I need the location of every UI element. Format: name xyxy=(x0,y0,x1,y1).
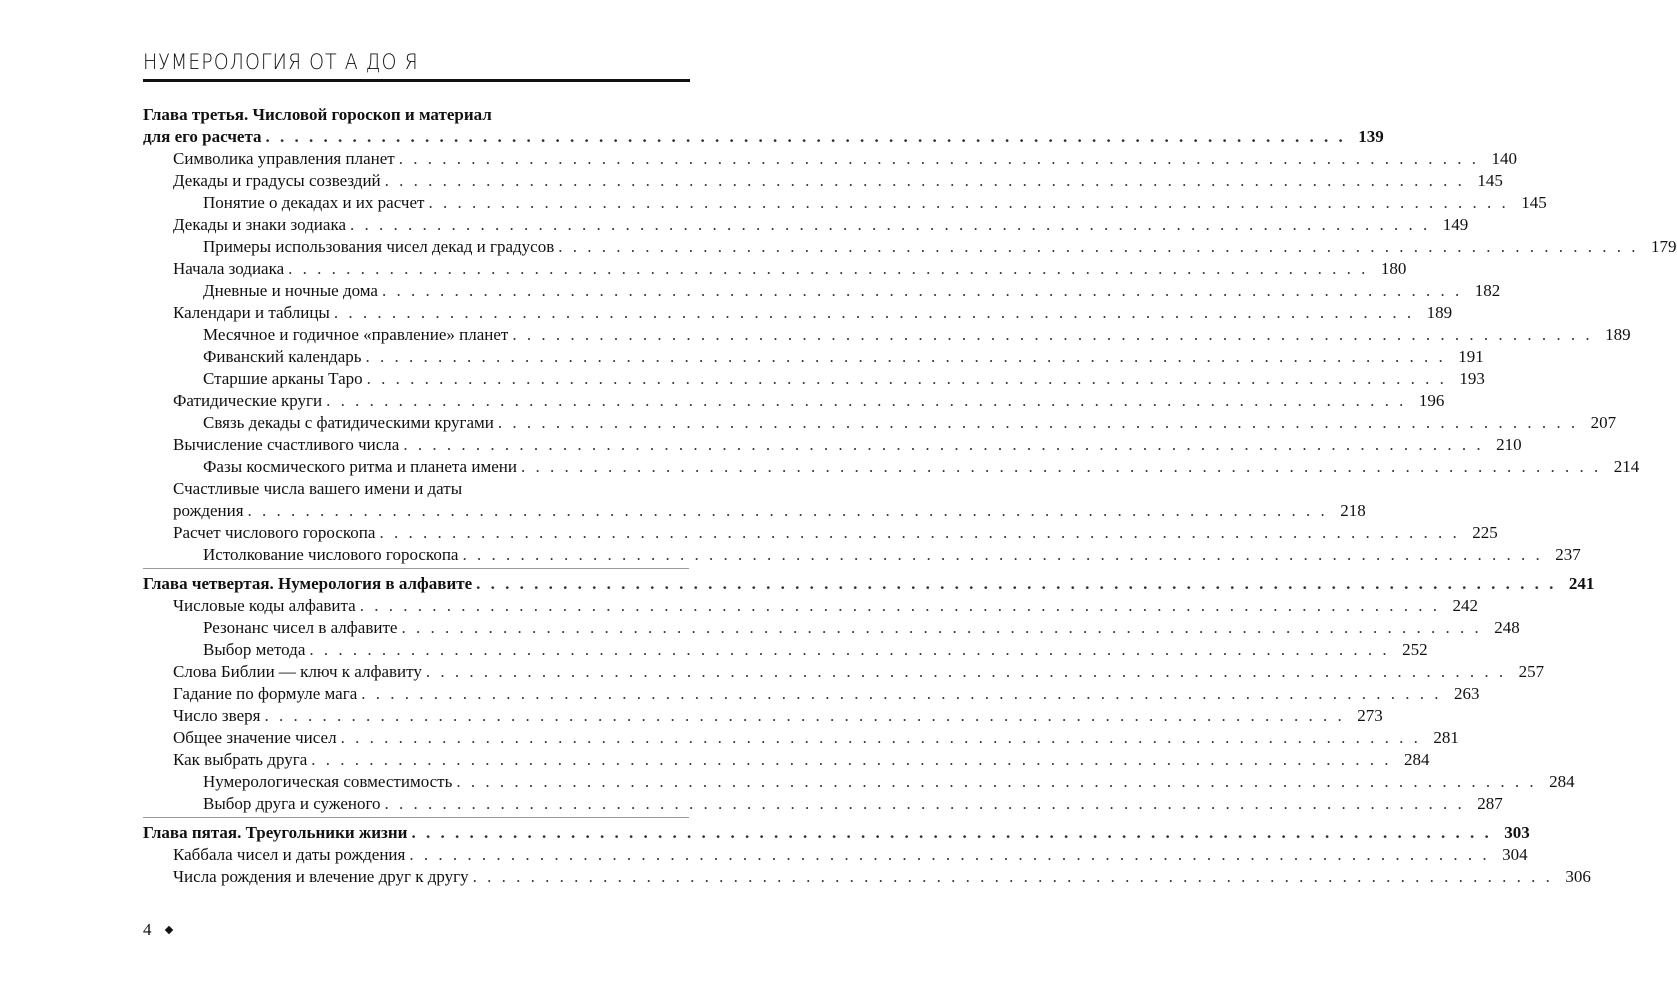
toc-entry-title: Символика управления планет xyxy=(173,149,395,168)
toc-entry-page: 214 xyxy=(1613,457,1640,476)
toc-entry xyxy=(143,170,1503,192)
toc-entry-title: Расчет числового гороскопа xyxy=(173,523,376,542)
dot-leader xyxy=(361,683,1441,705)
toc-entry xyxy=(143,390,1445,412)
toc-entry-title: Месячное и годичное «правление» планет xyxy=(203,325,509,344)
toc-entry xyxy=(143,368,1485,390)
dot-leader xyxy=(309,639,1389,661)
toc-entry-page: 248 xyxy=(1494,618,1520,637)
toc-entry xyxy=(143,793,1503,815)
dot-leader xyxy=(403,434,1483,456)
toc-entry xyxy=(143,639,1428,661)
chapter-heading xyxy=(143,126,1384,148)
toc-entry-title: Глава третья. Числовой гороскоп и материал xyxy=(143,105,492,124)
toc-entry-page: 207 xyxy=(1590,413,1617,432)
toc-entry-title: Старшие арканы Таро xyxy=(203,369,363,388)
toc-entry xyxy=(143,324,1631,346)
dot-leader xyxy=(248,500,1328,522)
toc-entry xyxy=(143,302,1453,324)
header-rule xyxy=(143,79,690,82)
toc-entry-page: 225 xyxy=(1472,523,1498,542)
chapter-heading xyxy=(143,822,1530,844)
toc-entry xyxy=(143,771,1575,793)
toc-entry-title: Числовые коды алфавита xyxy=(173,596,356,615)
toc-entry xyxy=(143,661,1545,683)
toc-entry xyxy=(143,844,1528,866)
toc-entry xyxy=(143,544,1581,566)
dot-leader xyxy=(512,324,1592,346)
toc-entry-title: Фиванский календарь xyxy=(203,347,362,366)
toc-entry-title: Выбор метода xyxy=(203,640,306,659)
toc-entry-page: 196 xyxy=(1418,391,1445,410)
toc-entry-page: 180 xyxy=(1380,259,1407,278)
toc-entry-page: 242 xyxy=(1452,596,1478,615)
chapter-block xyxy=(143,573,1595,818)
dot-leader xyxy=(558,236,1638,258)
toc-entry-title: Вычисление счастливого числа xyxy=(173,435,400,454)
toc-entry-title: Глава четвертая. Нумерология в алфавите xyxy=(143,574,473,593)
toc-entry-title: для его расчета xyxy=(143,127,262,146)
table-of-contents xyxy=(143,104,1677,894)
toc-entry xyxy=(143,412,1617,434)
dot-leader xyxy=(521,456,1601,478)
toc-entry xyxy=(143,500,1366,522)
dot-leader xyxy=(399,148,1479,170)
toc-entry-page: 257 xyxy=(1518,662,1545,681)
toc-entry xyxy=(143,258,1407,280)
toc-entry-page: 287 xyxy=(1477,794,1503,813)
toc-entry-page: 284 xyxy=(1404,750,1430,769)
toc-entry xyxy=(143,727,1459,749)
dot-leader xyxy=(456,771,1536,793)
dot-leader xyxy=(266,126,1346,148)
toc-entry xyxy=(143,749,1430,771)
toc-entry-page: 191 xyxy=(1458,347,1484,366)
toc-entry xyxy=(143,595,1478,617)
dot-leader xyxy=(409,844,1489,866)
diamond-ornament-icon xyxy=(164,926,172,934)
toc-entry-page: 237 xyxy=(1555,545,1581,564)
toc-entry-title: Связь декады с фатидическими кругами xyxy=(203,413,494,432)
dot-leader xyxy=(326,390,1406,412)
running-header: НУМЕРОЛОГИЯ ОТ А ДО Я xyxy=(143,50,419,75)
toc-entry-page: 182 xyxy=(1474,281,1501,300)
toc-entry-title: Дневные и ночные дома xyxy=(203,281,378,300)
dot-leader xyxy=(334,302,1414,324)
toc-entry xyxy=(143,478,689,500)
toc-entry-title: Декады и знаки зодиака xyxy=(173,215,346,234)
toc-entry-title: Как выбрать друга xyxy=(173,750,308,769)
toc-entry-title: Каббала чисел и даты рождения xyxy=(173,845,406,864)
toc-entry xyxy=(143,280,1501,302)
toc-entry-title: Гадание по формуле мага xyxy=(173,684,358,703)
toc-entry-page: 303 xyxy=(1504,823,1530,842)
toc-entry-page: 145 xyxy=(1521,193,1547,212)
toc-entry-page: 149 xyxy=(1442,215,1469,234)
dot-leader xyxy=(382,280,1462,302)
dot-leader xyxy=(462,544,1542,566)
toc-entry-title: Нумерологическая совместимость xyxy=(203,772,453,791)
toc-entry-title: Глава пятая. Треугольники жизни xyxy=(143,823,408,842)
toc-entry-title: Выбор друга и суженого xyxy=(203,794,381,813)
toc-entry-title: Примеры использования чисел декад и градусов xyxy=(203,237,555,256)
dot-leader xyxy=(350,214,1430,236)
toc-entry-title: Истолкование числового гороскопа xyxy=(203,545,459,564)
toc-entry-title: Слова Библии — ключ к алфавиту xyxy=(173,662,422,681)
dot-leader xyxy=(411,822,1491,844)
toc-entry-page: 218 xyxy=(1340,501,1366,520)
toc-entry-page: 145 xyxy=(1477,171,1503,190)
dot-leader xyxy=(360,595,1440,617)
toc-entry-page: 189 xyxy=(1605,325,1631,344)
toc-entry-page: 304 xyxy=(1502,845,1528,864)
dot-leader xyxy=(288,258,1368,280)
dot-leader xyxy=(476,573,1556,595)
toc-entry-page: 284 xyxy=(1549,772,1575,791)
toc-entry xyxy=(143,346,1484,368)
page-footer xyxy=(143,920,172,940)
toc-entry-page: 263 xyxy=(1454,684,1480,703)
toc-entry-page: 210 xyxy=(1496,435,1522,454)
toc-entry xyxy=(143,236,1677,258)
toc-entry-title: Начала зодиака xyxy=(173,259,285,278)
toc-entry xyxy=(143,456,1640,478)
dot-leader xyxy=(264,705,1344,727)
chapter-block xyxy=(143,822,1591,890)
toc-entry-page: 252 xyxy=(1402,640,1428,659)
toc-entry-title: рождения xyxy=(173,501,244,520)
dot-leader xyxy=(426,661,1506,683)
toc-entry-title: Понятие о декадах и их расчет xyxy=(203,193,425,212)
toc-entry xyxy=(143,148,1517,170)
toc-entry xyxy=(143,522,1498,544)
toc-entry-page: 189 xyxy=(1426,303,1453,322)
toc-entry xyxy=(143,617,1520,639)
dot-leader xyxy=(428,192,1508,214)
toc-entry-title: Числа рождения и влечение друг к другу xyxy=(173,867,469,886)
toc-entry-page: 306 xyxy=(1565,867,1591,886)
toc-entry-page: 140 xyxy=(1491,149,1517,168)
toc-entry xyxy=(143,192,1547,214)
toc-entry xyxy=(143,683,1480,705)
toc-entry-page: 193 xyxy=(1459,369,1485,388)
dot-leader xyxy=(311,749,1391,771)
dot-leader xyxy=(366,346,1446,368)
toc-entry xyxy=(143,705,1383,727)
page-number: 4 xyxy=(143,920,152,939)
chapter-heading xyxy=(143,573,1595,595)
dot-leader xyxy=(341,727,1421,749)
dot-leader xyxy=(379,522,1459,544)
toc-entry-page: 281 xyxy=(1433,728,1459,747)
toc-entry-title: Календари и таблицы xyxy=(173,303,330,322)
toc-entry-page: 273 xyxy=(1357,706,1383,725)
chapter-block xyxy=(143,104,1677,569)
chapter-heading xyxy=(143,104,689,126)
toc-entry-page: 241 xyxy=(1568,574,1595,593)
toc-entry xyxy=(143,866,1591,888)
toc-entry-title: Счастливые числа вашего имени и даты xyxy=(173,479,463,498)
toc-entry-title: Фатидические круги xyxy=(173,391,323,410)
toc-entry xyxy=(143,214,1469,236)
toc-entry-title: Фазы космического ритма и планета имени xyxy=(203,457,517,476)
toc-entry xyxy=(143,434,1522,456)
dot-leader xyxy=(385,170,1465,192)
toc-entry-title: Резонанс чисел в алфавите xyxy=(203,618,398,637)
toc-entry-page: 179 xyxy=(1651,237,1677,256)
dot-leader xyxy=(498,412,1578,434)
dot-leader xyxy=(473,866,1553,888)
toc-entry-title: Декады и градусы созвездий xyxy=(173,171,381,190)
dot-leader xyxy=(367,368,1447,390)
toc-entry-title: Общее значение чисел xyxy=(173,728,337,747)
toc-entry-page: 139 xyxy=(1358,127,1384,146)
toc-entry-title: Число зверя xyxy=(173,706,261,725)
dot-leader xyxy=(385,793,1465,815)
dot-leader xyxy=(401,617,1481,639)
